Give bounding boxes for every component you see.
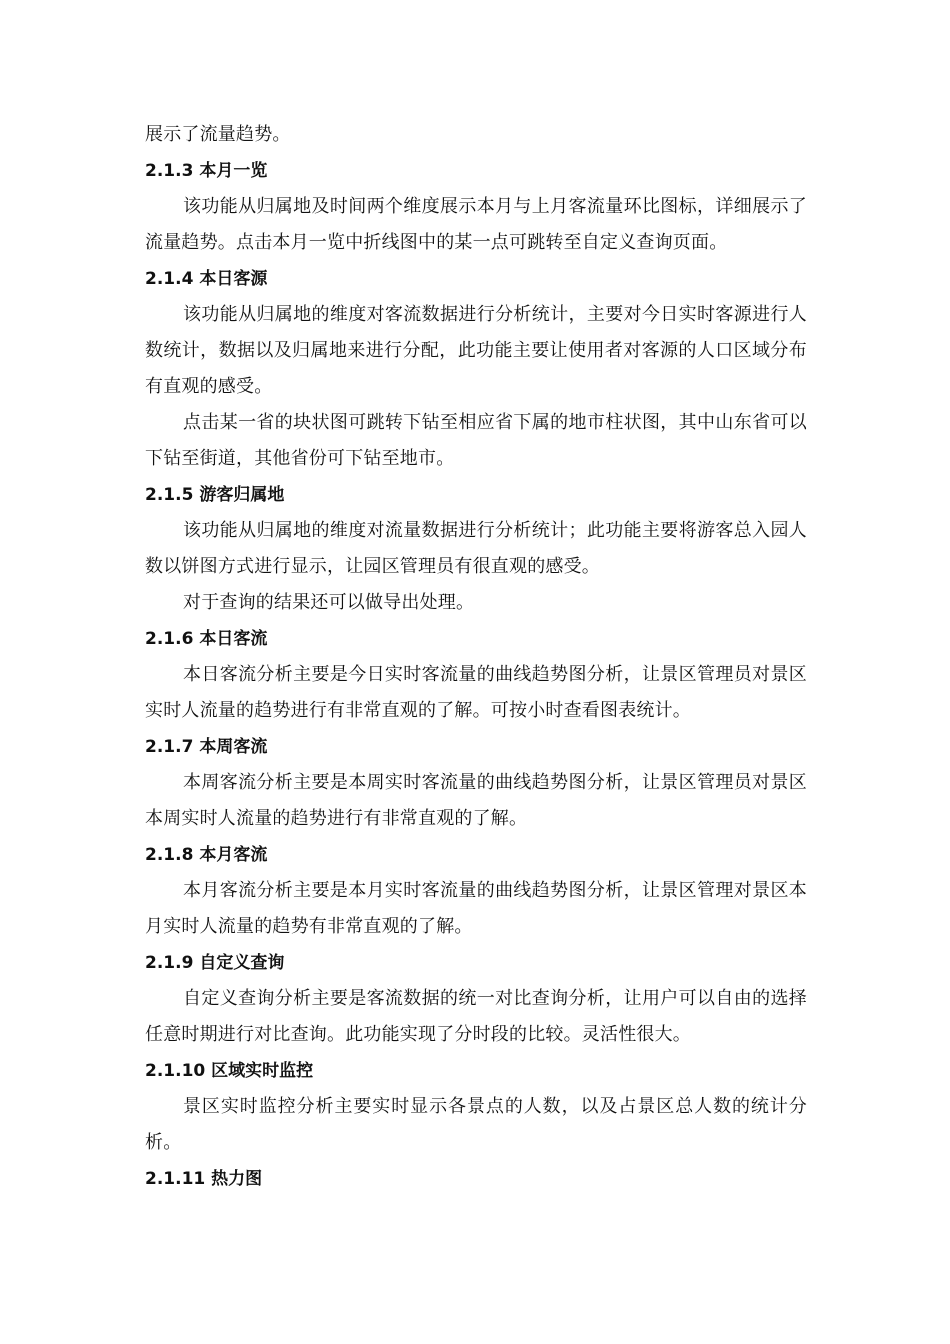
heading-2-1-11: 2.1.11 热力图 <box>145 1169 263 1189</box>
paragraph: 本日客流分析主要是今日实时客流量的曲线趋势图分析，让景区管理员对景区实时人流量的趋势进行有非常直观的了解。可按小时查看图表统计。 <box>145 664 807 721</box>
paragraph: 对于查询的结果还可以做导出处理。 <box>183 592 475 613</box>
paragraph: 自定义查询分析主要是客流数据的统一对比查询分析，让用户可以自由的选择任意时期进行对比查询。此功能实现了分时段的比较。灵活性很大。 <box>145 988 807 1045</box>
intro-tail-text: 展示了流量趋势。 <box>145 124 291 145</box>
paragraph: 本周客流分析主要是本周实时客流量的曲线趋势图分析，让景区管理员对景区本周实时人流量的趋势进行有非常直观的了解。 <box>145 772 807 829</box>
heading-2-1-8: 2.1.8 本月客流 <box>145 845 268 865</box>
paragraph: 本月客流分析主要是本月实时客流量的曲线趋势图分析，让景区管理对景区本月实时人流量的趋势有非常直观的了解。 <box>145 880 807 937</box>
paragraph: 该功能从归属地的维度对客流数据进行分析统计，主要对今日实时客源进行人数统计，数据以及归属地来进行分配，此功能主要让使用者对客源的人口区域分布有直观的感受。 <box>145 304 807 397</box>
paragraph: 点击某一省的块状图可跳转下钻至相应省下属的地市柱状图，其中山东省可以下钻至街道，其他省份可下钻至地市。 <box>145 412 807 469</box>
heading-2-1-9: 2.1.9 自定义查询 <box>145 953 285 973</box>
paragraph: 该功能从归属地的维度对流量数据进行分析统计；此功能主要将游客总入园人数以饼图方式进行显示，让园区管理员有很直观的感受。 <box>145 520 807 577</box>
heading-2-1-3: 2.1.3 本月一览 <box>145 161 268 181</box>
paragraph: 景区实时监控分析主要实时显示各景点的人数，以及占景区总人数的统计分析。 <box>145 1096 807 1153</box>
heading-2-1-5: 2.1.5 游客归属地 <box>145 485 285 505</box>
heading-2-1-10: 2.1.10 区域实时监控 <box>145 1061 314 1081</box>
paragraph: 该功能从归属地及时间两个维度展示本月与上月客流量环比图标，详细展示了流量趋势。点击本月一览中折线图中的某一点可跳转至自定义查询页面。 <box>145 196 807 253</box>
heading-2-1-6: 2.1.6 本日客流 <box>145 629 268 649</box>
document-page <box>145 117 807 1197</box>
heading-2-1-4: 2.1.4 本日客源 <box>145 269 268 289</box>
heading-2-1-7: 2.1.7 本周客流 <box>145 737 268 757</box>
